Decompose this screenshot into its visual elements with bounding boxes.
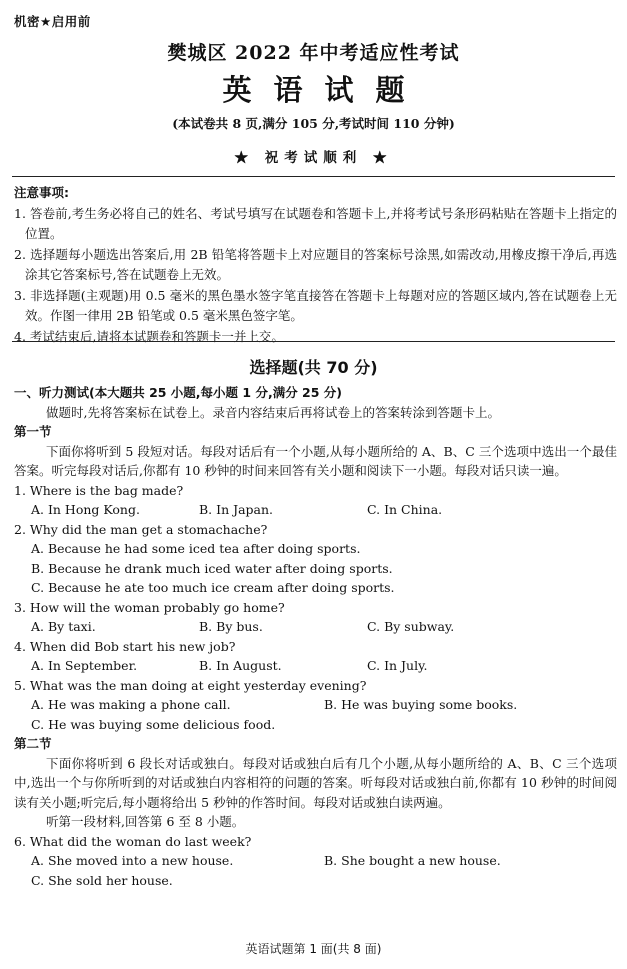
exam-subtitle: (本试卷共 8 页,满分 105 分,考试时间 110 分钟) <box>172 116 455 131</box>
question-stem: 1. Where is the bag made? <box>14 482 184 498</box>
divider-top <box>12 176 615 177</box>
page-footer: 英语试题第 1 面(共 8 面) <box>245 942 382 956</box>
option-c: C. He was buying some delicious food. <box>31 716 276 732</box>
option-b: B. In Japan. <box>199 502 274 517</box>
question-stem: 6. What did the woman do last week? <box>14 833 252 849</box>
listening-section <box>14 383 617 890</box>
note-item: 1. 答卷前,考生务必将自己的姓名、考试号填写在试题卷和答题卡上,并将考试号条形码粘贴在答题卡上指定的位置。 <box>14 205 617 241</box>
notes-heading: 注意事项: <box>14 185 69 200</box>
question-stem: 3. How will the woman probably go home? <box>14 599 285 615</box>
good-luck-line: ★ 祝考试顺利 ★ <box>234 150 393 166</box>
question-options <box>14 617 617 637</box>
section-1-instruction: 下面你将听到 5 段短对话。每段对话后有一个小题,从每小题所给的 A、B、C 三个选项中选出一个最佳答案。听完每段对话后,你都有 10 秒钟的时间来回答有关小题和阅读下一小题。每段对话只读一遍。 <box>14 443 617 478</box>
notes-block <box>14 183 617 347</box>
option-a: A. In September. <box>31 658 138 673</box>
option-a: A. Because he had some iced tea after doing sports. <box>31 541 361 556</box>
section-2-instruction: 下面你将听到 6 段长对话或独白。每段对话或独白后有几个小题,从每小题所给的 A、B、C 三个选项中,选出一个与你所听到的对话或独白内容相符的问题的答案。听每段对话或独白前,你都有 10 秒钟的时间阅读有关小题;听完后,每小题将给出 5 秒钟的作答时间。每段对话或独白读两遍。 <box>14 755 617 810</box>
question-options <box>14 851 617 871</box>
option-a: A. She moved into a new house. <box>31 853 234 868</box>
section-title: 选择题(共 70 分) <box>249 358 378 377</box>
option-c: C. By subway. <box>367 619 455 634</box>
question-options <box>14 695 617 715</box>
option-c: C. She sold her house. <box>31 872 173 888</box>
confidential-label: 机密★启用前 <box>14 14 91 29</box>
question-options <box>14 500 617 520</box>
question-options <box>14 656 617 676</box>
option-b: B. By bus. <box>199 619 263 634</box>
exam-title: 樊城区 2022 年中考适应性考试 <box>167 42 460 64</box>
section-1-label: 第一节 <box>14 424 52 439</box>
option-a: A. In Hong Kong. <box>31 502 140 517</box>
option-b: B. Because he drank much iced water after doing sports. <box>31 560 393 576</box>
question-stem: 2. Why did the man get a stomachache? <box>14 521 268 537</box>
note-item: 3. 非选择题(主观题)用 0.5 毫米的黑色墨水签字笔直接答在答题卡上每题对应的答题区域内,答在试题卷上无效。作图一律用 2B 铅笔或 0.5 毫米黑色签字笔。 <box>14 287 617 323</box>
part-heading: 一、听力测试(本大题共 25 小题,每小题 1 分,满分 25 分) <box>14 385 343 400</box>
question-stem: 4. When did Bob start his new job? <box>14 638 236 654</box>
option-c: C. In July. <box>367 658 428 673</box>
option-a: A. By taxi. <box>31 619 96 634</box>
option-b: B. She bought a new house. <box>324 853 501 868</box>
part-instruction: 做题时,先将答案标在试卷上。录音内容结束后再将试卷上的答案转涂到答题卡上。 <box>46 404 500 420</box>
option-a: A. He was making a phone call. <box>31 697 231 712</box>
section-2-subinstruction: 听第一段材料,回答第 6 至 8 小题。 <box>46 814 245 829</box>
divider-bottom <box>12 341 615 342</box>
option-c: C. Because he ate too much ice cream after doing sports. <box>31 580 395 595</box>
subject-title: 英语试题 <box>222 73 427 107</box>
note-item: 4. 考试结束后,请将本试题卷和答题卡一并上交。 <box>14 328 284 344</box>
option-b: B. He was buying some books. <box>324 697 518 712</box>
note-item: 2. 选择题每小题选出答案后,用 2B 铅笔将答题卡上对应题目的答案标号涂黑,如需改动,用橡皮擦干净后,再选涂其它答案标号,答在试题卷上无效。 <box>14 246 617 282</box>
option-c: C. In China. <box>367 502 443 517</box>
option-b: B. In August. <box>199 658 282 673</box>
question-stem: 5. What was the man doing at eight yesterday evening? <box>14 677 367 693</box>
section-2-label: 第二节 <box>14 736 52 751</box>
